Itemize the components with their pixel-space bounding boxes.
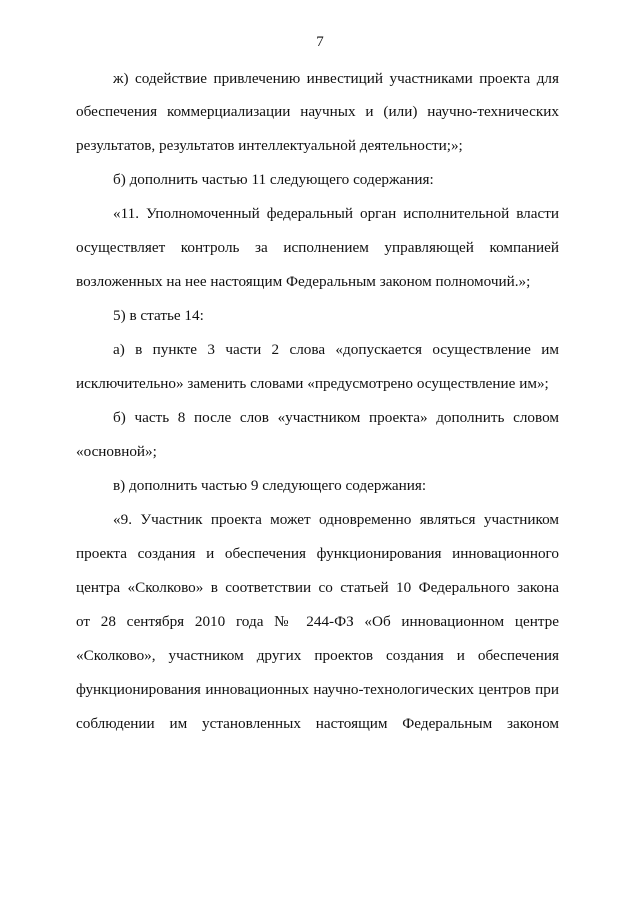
text-line: результатов, результатов интеллектуальной деятельности;»; (76, 137, 463, 154)
text-line: в) дополнить частью 9 следующего содержания: (113, 477, 427, 494)
text-line: б) часть 8 после слов «участником проекта» дополнить словом (113, 409, 559, 426)
text-line: проекта создания и обеспечения функционирования инновационного (76, 545, 559, 562)
text-line: возложенных на нее настоящим Федеральным законом полномочий.»; (76, 273, 531, 290)
text-line: исключительно» заменить словами «предусмотрено осуществление им»; (76, 375, 549, 392)
text-line: от 28 сентября 2010 года № 244-ФЗ «Об инновационном центре (76, 613, 559, 630)
text-line: «11. Уполномоченный федеральный орган исполнительной власти (113, 205, 559, 222)
text-line: обеспечения коммерциализации научных и (или) научно-технических (76, 103, 559, 120)
text-line: соблюдении им установленных настоящим Федеральным законом (76, 715, 559, 732)
text-line: «Сколково», участником других проектов создания и обеспечения (76, 647, 559, 664)
text-line: центра «Сколково» в соответствии со статьей 10 Федерального закона (76, 579, 559, 596)
text-line: ж) содействие привлечению инвестиций участниками проекта для (113, 70, 559, 87)
text-line: а) в пункте 3 части 2 слова «допускается осуществление им (113, 341, 559, 358)
text-line: функционирования инновационных научно-технологических центров при (76, 681, 559, 698)
text-line: 5) в статье 14: (113, 307, 204, 324)
page-number: 7 (316, 34, 324, 50)
text-line: «9. Участник проекта может одновременно являться участником (113, 511, 559, 528)
text-line: б) дополнить частью 11 следующего содержания: (113, 171, 434, 188)
text-line: осуществляет контроль за исполнением управляющей компанией (76, 239, 559, 256)
text-line: «основной»; (76, 443, 157, 460)
